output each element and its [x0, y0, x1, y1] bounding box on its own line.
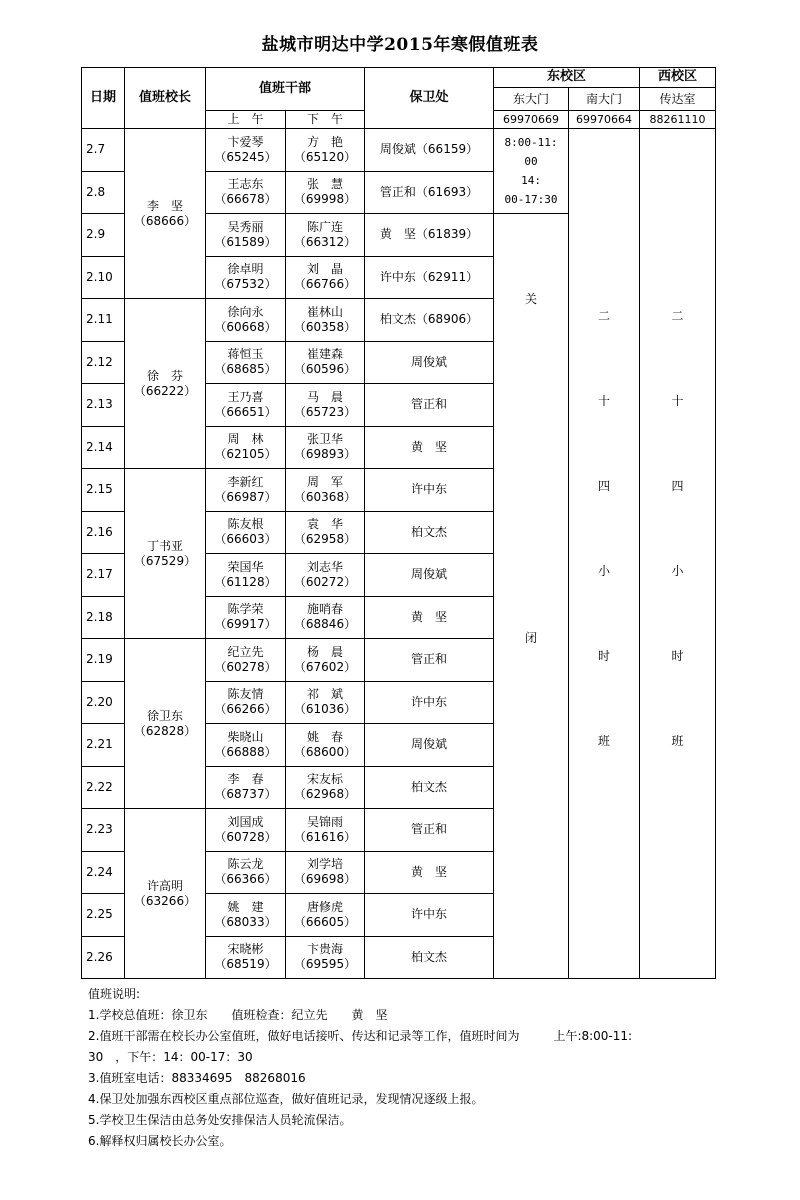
- am-cadre-phone: （67532）: [214, 277, 277, 292]
- security-cell: 许中东: [365, 681, 494, 724]
- principal-phone: （62828）: [133, 723, 197, 738]
- am-cadre-phone: （66678）: [214, 192, 277, 207]
- pm-cadre-cell: [286, 384, 365, 427]
- principal-phone: （67529）: [133, 553, 197, 568]
- notes-line-2: [88, 1026, 728, 1047]
- security-cell: 黄 坚（61839）: [365, 214, 494, 257]
- am-cadre-name: 吴秀丽: [227, 219, 264, 234]
- am-cadre-phone: （66987）: [214, 489, 277, 504]
- east-gate-hours-4: 00-17:30: [504, 193, 558, 206]
- am-cadre-name: 刘国成: [227, 814, 264, 829]
- header-south-gate: 南大门: [569, 88, 640, 111]
- date-cell: 2.20: [82, 681, 125, 724]
- pm-cadre-cell: [286, 809, 365, 852]
- am-cadre-cell: [206, 724, 286, 767]
- am-cadre-cell: [206, 639, 286, 682]
- date-cell: 2.22: [82, 766, 125, 809]
- pm-cadre-phone: （60596）: [293, 362, 357, 377]
- header-am: 上 午: [206, 111, 286, 129]
- am-cadre-cell: [206, 809, 286, 852]
- pm-cadre-name: 崔林山: [307, 304, 344, 319]
- pm-cadre-cell: [286, 426, 365, 469]
- principal-name: 徐 芬: [146, 368, 183, 383]
- south-gate-char: 四: [598, 479, 611, 493]
- am-cadre-name: 柴晓山: [227, 729, 264, 744]
- pm-cadre-name: 方 艳: [307, 134, 344, 149]
- security-cell: 柏文杰: [365, 936, 494, 979]
- table-row: [82, 129, 716, 172]
- am-cadre-cell: [206, 469, 286, 512]
- am-cadre-cell: [206, 554, 286, 597]
- pm-cadre-name: 周 军: [307, 474, 344, 489]
- pm-cadre-name: 唐修虎: [307, 899, 344, 914]
- pm-cadre-cell: [286, 469, 365, 512]
- pm-cadre-name: 张 慧: [307, 177, 344, 192]
- east-gate-closed-cell: [494, 214, 569, 979]
- principal-cell: [125, 809, 206, 979]
- security-cell: 许中东（62911）: [365, 256, 494, 299]
- security-cell: 柏文杰: [365, 511, 494, 554]
- pm-cadre-name: 马 晨: [307, 389, 344, 404]
- principal-phone: （63266）: [133, 893, 197, 908]
- principal-name: 丁书亚: [146, 538, 183, 553]
- am-cadre-phone: （66651）: [214, 404, 277, 419]
- principal-cell: [125, 129, 206, 299]
- pm-cadre-phone: （69595）: [293, 957, 357, 972]
- west-guard-room-char: 十: [671, 394, 684, 408]
- am-cadre-phone: （68033）: [214, 914, 277, 929]
- security-cell: 周俊斌: [365, 341, 494, 384]
- am-cadre-cell: [206, 681, 286, 724]
- pm-cadre-cell: [286, 766, 365, 809]
- am-cadre-cell: [206, 511, 286, 554]
- am-cadre-name: 陈学荣: [227, 602, 264, 617]
- principal-name: 徐卫东: [146, 708, 183, 723]
- am-cadre-cell: [206, 766, 286, 809]
- am-cadre-cell: [206, 851, 286, 894]
- security-cell: 许中东: [365, 469, 494, 512]
- security-cell: 周俊斌（66159）: [365, 129, 494, 172]
- west-guard-room-char: 时: [671, 649, 684, 663]
- notes-line-6: 6.解释权归属校长办公室。: [88, 1134, 232, 1148]
- notes-line-2b: 上午:8:00-11:: [553, 1029, 633, 1043]
- pm-cadre-phone: （68846）: [293, 617, 357, 632]
- pm-cadre-cell: [286, 256, 365, 299]
- pm-cadre-cell: [286, 724, 365, 767]
- am-cadre-phone: （66603）: [214, 532, 277, 547]
- pm-cadre-phone: （68600）: [293, 744, 357, 759]
- security-cell: 管正和: [365, 809, 494, 852]
- principal-phone: （66222）: [133, 383, 197, 398]
- am-cadre-name: 蒋恒玉: [227, 347, 264, 362]
- pm-cadre-name: 祁 斌: [307, 687, 344, 702]
- pm-cadre-phone: （62958）: [293, 532, 357, 547]
- am-cadre-cell: [206, 384, 286, 427]
- header-guard-room: 传达室: [640, 88, 716, 111]
- am-cadre-name: 纪立先: [227, 644, 264, 659]
- pm-cadre-name: 施哨春: [307, 602, 344, 617]
- security-cell: 柏文杰: [365, 766, 494, 809]
- am-cadre-phone: （66366）: [214, 872, 277, 887]
- west-guard-room-char: 班: [671, 734, 684, 748]
- pm-cadre-name: 姚 春: [307, 729, 344, 744]
- am-cadre-name: 陈友情: [227, 687, 264, 702]
- pm-cadre-phone: （69998）: [293, 192, 357, 207]
- am-cadre-cell: [206, 214, 286, 257]
- pm-cadre-phone: （61036）: [293, 702, 357, 717]
- pm-cadre-phone: （69698）: [293, 872, 357, 887]
- am-cadre-phone: （68685）: [214, 362, 277, 377]
- pm-cadre-phone: （67602）: [293, 659, 357, 674]
- guard-room-phone: 88261110: [640, 111, 716, 129]
- pm-cadre-name: 崔建森: [307, 347, 344, 362]
- east-gate-phone: 69970669: [494, 111, 569, 129]
- pm-cadre-cell: [286, 511, 365, 554]
- am-cadre-phone: （68519）: [214, 957, 277, 972]
- am-cadre-cell: [206, 426, 286, 469]
- pm-cadre-phone: （65120）: [293, 149, 357, 164]
- south-gate-char: 小: [598, 564, 611, 578]
- date-cell: 2.15: [82, 469, 125, 512]
- am-cadre-phone: （66888）: [214, 744, 277, 759]
- date-cell: 2.17: [82, 554, 125, 597]
- pm-cadre-name: 陈广连: [307, 219, 344, 234]
- pm-cadre-name: 袁 华: [307, 517, 344, 532]
- date-cell: 2.8: [82, 171, 125, 214]
- am-cadre-cell: [206, 341, 286, 384]
- date-cell: 2.19: [82, 639, 125, 682]
- pm-cadre-name: 刘 晶: [307, 262, 344, 277]
- closed-char-1: 关: [525, 292, 538, 306]
- security-cell: 管正和: [365, 639, 494, 682]
- south-gate-char: 时: [598, 649, 611, 663]
- am-cadre-cell: [206, 299, 286, 342]
- am-cadre-cell: [206, 936, 286, 979]
- date-cell: 2.18: [82, 596, 125, 639]
- east-gate-hours-3: 14:: [521, 174, 541, 187]
- am-cadre-name: 徐卓明: [227, 262, 264, 277]
- date-cell: 2.9: [82, 214, 125, 257]
- pm-cadre-phone: （66605）: [293, 914, 357, 929]
- am-cadre-name: 姚 建: [227, 899, 264, 914]
- security-cell: 黄 坚: [365, 851, 494, 894]
- south-gate-char: 二: [598, 309, 611, 323]
- principal-cell: [125, 639, 206, 809]
- principal-phone: （68666）: [133, 213, 197, 228]
- date-cell: 2.21: [82, 724, 125, 767]
- security-cell: 管正和（61693）: [365, 171, 494, 214]
- principal-cell: [125, 299, 206, 469]
- pm-cadre-cell: [286, 341, 365, 384]
- security-cell: 周俊斌: [365, 554, 494, 597]
- header-security: 保卫处: [365, 68, 494, 129]
- header-pm: 下 午: [286, 111, 365, 129]
- south-gate-24h-cell: [569, 129, 640, 979]
- east-gate-hours-1: 8:00-11:: [504, 136, 558, 149]
- pm-cadre-phone: （60358）: [293, 319, 357, 334]
- east-gate-hours-2: 00: [524, 155, 538, 168]
- am-cadre-phone: （60728）: [214, 829, 277, 844]
- pm-cadre-cell: [286, 681, 365, 724]
- am-cadre-name: 周 林: [227, 432, 264, 447]
- pm-cadre-phone: （66766）: [293, 277, 357, 292]
- west-guard-room-24h-cell: [640, 129, 716, 979]
- am-cadre-name: 陈友根: [227, 517, 264, 532]
- am-cadre-cell: [206, 894, 286, 937]
- pm-cadre-cell: [286, 936, 365, 979]
- am-cadre-name: 李 春: [227, 772, 264, 787]
- date-cell: 2.14: [82, 426, 125, 469]
- east-gate-hours-cell: [494, 129, 569, 214]
- date-cell: 2.26: [82, 936, 125, 979]
- am-cadre-phone: （62105）: [214, 447, 277, 462]
- date-cell: 2.12: [82, 341, 125, 384]
- date-cell: 2.10: [82, 256, 125, 299]
- security-cell: 黄 坚: [365, 596, 494, 639]
- header-principal: 值班校长: [125, 68, 206, 129]
- pm-cadre-phone: （60272）: [293, 574, 357, 589]
- am-cadre-phone: （60278）: [214, 659, 277, 674]
- header-west-campus: 西校区: [640, 68, 716, 88]
- pm-cadre-name: 杨 晨: [307, 644, 344, 659]
- date-cell: 2.7: [82, 129, 125, 172]
- notes-line-5: 5.学校卫生保洁由总务处安排保洁人员轮流保洁。: [88, 1113, 352, 1127]
- south-gate-phone: 69970664: [569, 111, 640, 129]
- header-east-gate: 东大门: [494, 88, 569, 111]
- am-cadre-cell: [206, 596, 286, 639]
- closed-char-2: 闭: [525, 631, 538, 645]
- pm-cadre-phone: （66312）: [293, 234, 357, 249]
- west-guard-room-char: 二: [671, 309, 684, 323]
- south-gate-char: 十: [598, 394, 611, 408]
- am-cadre-name: 徐向永: [227, 304, 264, 319]
- principal-cell: [125, 469, 206, 639]
- pm-cadre-name: 刘志华: [307, 559, 344, 574]
- pm-cadre-phone: （69893）: [293, 447, 357, 462]
- pm-cadre-cell: [286, 171, 365, 214]
- date-cell: 2.11: [82, 299, 125, 342]
- pm-cadre-name: 刘学培: [307, 857, 344, 872]
- security-cell: 柏文杰（68906）: [365, 299, 494, 342]
- notes-line-3: 3.值班室电话：88334695 88268016: [88, 1071, 306, 1085]
- am-cadre-phone: （69917）: [214, 617, 277, 632]
- am-cadre-name: 荣国华: [227, 559, 264, 574]
- pm-cadre-cell: [286, 639, 365, 682]
- header-cadre: 值班干部: [206, 68, 365, 111]
- pm-cadre-phone: （61616）: [293, 829, 357, 844]
- principal-name: 李 坚: [146, 198, 183, 213]
- duty-notes: [88, 984, 728, 1152]
- am-cadre-name: 王乃喜: [227, 389, 264, 404]
- pm-cadre-name: 宋友标: [307, 772, 344, 787]
- am-cadre-name: 王志东: [227, 177, 264, 192]
- pm-cadre-phone: （60368）: [293, 489, 357, 504]
- west-guard-room-char: 小: [671, 564, 684, 578]
- pm-cadre-cell: [286, 214, 365, 257]
- notes-line-2a: 2.值班干部需在校长办公室值班，做好电话接听、传达和记录等工作，值班时间为: [88, 1029, 520, 1043]
- header-east-campus: 东校区: [494, 68, 640, 88]
- am-cadre-cell: [206, 256, 286, 299]
- pm-cadre-cell: [286, 554, 365, 597]
- am-cadre-phone: （61128）: [214, 574, 277, 589]
- am-cadre-phone: （68737）: [214, 787, 277, 802]
- west-guard-room-char: 四: [671, 479, 684, 493]
- pm-cadre-name: 卞贵海: [307, 942, 344, 957]
- south-gate-char: 班: [598, 734, 611, 748]
- notes-line-1: 1.学校总值班：徐卫东 值班检查：纪立先 黄 坚: [88, 1008, 388, 1022]
- pm-cadre-name: 张卫华: [307, 432, 344, 447]
- am-cadre-name: 宋晓彬: [227, 942, 264, 957]
- security-cell: 管正和: [365, 384, 494, 427]
- header-date: 日期: [82, 68, 125, 129]
- date-cell: 2.16: [82, 511, 125, 554]
- date-cell: 2.23: [82, 809, 125, 852]
- duty-schedule-table: [81, 67, 716, 979]
- pm-cadre-phone: （62968）: [293, 787, 357, 802]
- am-cadre-cell: [206, 171, 286, 214]
- am-cadre-name: 卞爱琴: [227, 134, 264, 149]
- security-cell: 周俊斌: [365, 724, 494, 767]
- am-cadre-name: 李新红: [227, 474, 264, 489]
- am-cadre-phone: （61589）: [214, 234, 277, 249]
- am-cadre-phone: （65245）: [214, 149, 277, 164]
- principal-name: 许高明: [146, 878, 183, 893]
- pm-cadre-cell: [286, 894, 365, 937]
- am-cadre-phone: （66266）: [214, 702, 277, 717]
- date-cell: 2.13: [82, 384, 125, 427]
- notes-heading: 值班说明:: [88, 987, 141, 1001]
- security-cell: 黄 坚: [365, 426, 494, 469]
- notes-line-2c: 30 ，下午：14：00-17：30: [88, 1050, 253, 1064]
- notes-line-4: 4.保卫处加强东西校区重点部位巡查，做好值班记录，发现情况逐级上报。: [88, 1092, 484, 1106]
- pm-cadre-cell: [286, 129, 365, 172]
- pm-cadre-cell: [286, 299, 365, 342]
- pm-cadre-phone: （65723）: [293, 404, 357, 419]
- date-cell: 2.25: [82, 894, 125, 937]
- am-cadre-cell: [206, 129, 286, 172]
- pm-cadre-cell: [286, 596, 365, 639]
- pm-cadre-name: 吴锦雨: [307, 814, 344, 829]
- security-cell: 许中东: [365, 894, 494, 937]
- am-cadre-phone: （60668）: [214, 319, 277, 334]
- page-title: 盐城市明达中学2015年寒假值班表: [261, 35, 539, 55]
- pm-cadre-cell: [286, 851, 365, 894]
- am-cadre-name: 陈云龙: [227, 857, 264, 872]
- date-cell: 2.24: [82, 851, 125, 894]
